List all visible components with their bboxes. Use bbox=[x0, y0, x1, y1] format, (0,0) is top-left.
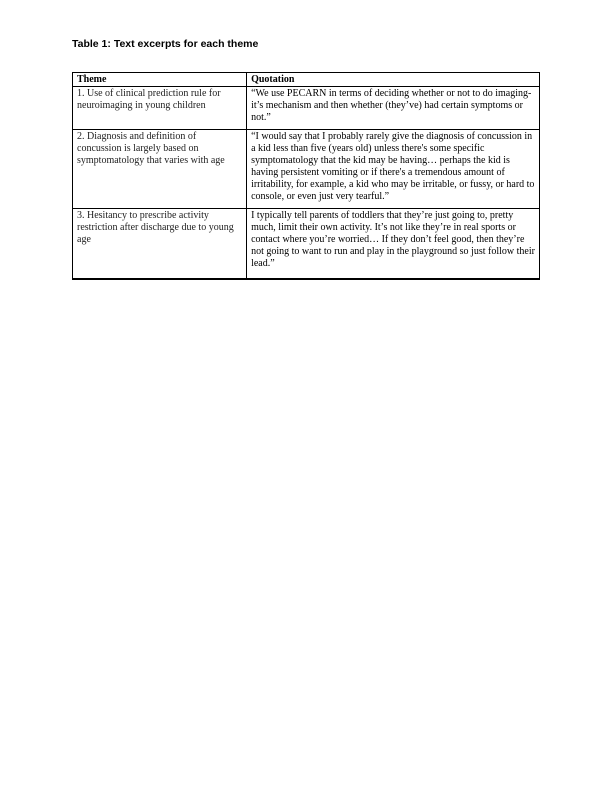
table-row bbox=[73, 130, 540, 209]
theme-cell: 2. Diagnosis and definition of concussion is largely based on symptomatology that varies with age bbox=[73, 130, 247, 209]
table-row bbox=[73, 209, 540, 280]
header-quotation: Quotation bbox=[247, 73, 540, 87]
theme-cell: 1. Use of clinical prediction rule for neuroimaging in young children bbox=[73, 87, 247, 130]
themes-table bbox=[72, 72, 540, 280]
table-caption: Table 1: Text excerpts for each theme bbox=[72, 38, 259, 50]
quotation-cell: “We use PECARN in terms of deciding whether or not to do imaging- it’s mechanism and then whether (they’ve) had certain symptoms or not.” bbox=[247, 87, 540, 130]
header-theme: Theme bbox=[73, 73, 247, 87]
table-header-row bbox=[73, 73, 540, 87]
quotation-cell: I typically tell parents of toddlers that they’re just going to, pretty much, limit their own activity. It’s not like they’re in real sports or contact where you’re worried… If they don’t feel good, then they’re not going to want to run and play in the playground so just follow their lead.” bbox=[247, 209, 540, 280]
theme-cell: 3. Hesitancy to prescribe activity restriction after discharge due to young age bbox=[73, 209, 247, 280]
quotation-cell: “I would say that I probably rarely give the diagnosis of concussion in a kid less than five (years old) unless there's some specific symptomatology that the kid may be having… perhaps the kid is having persistent vomiting or if there's a tremendous amount of irritability, for example, a kid who may be irritable, or fussy, or hard to console, or even just very tearful.” bbox=[247, 130, 540, 209]
table-row bbox=[73, 87, 540, 130]
